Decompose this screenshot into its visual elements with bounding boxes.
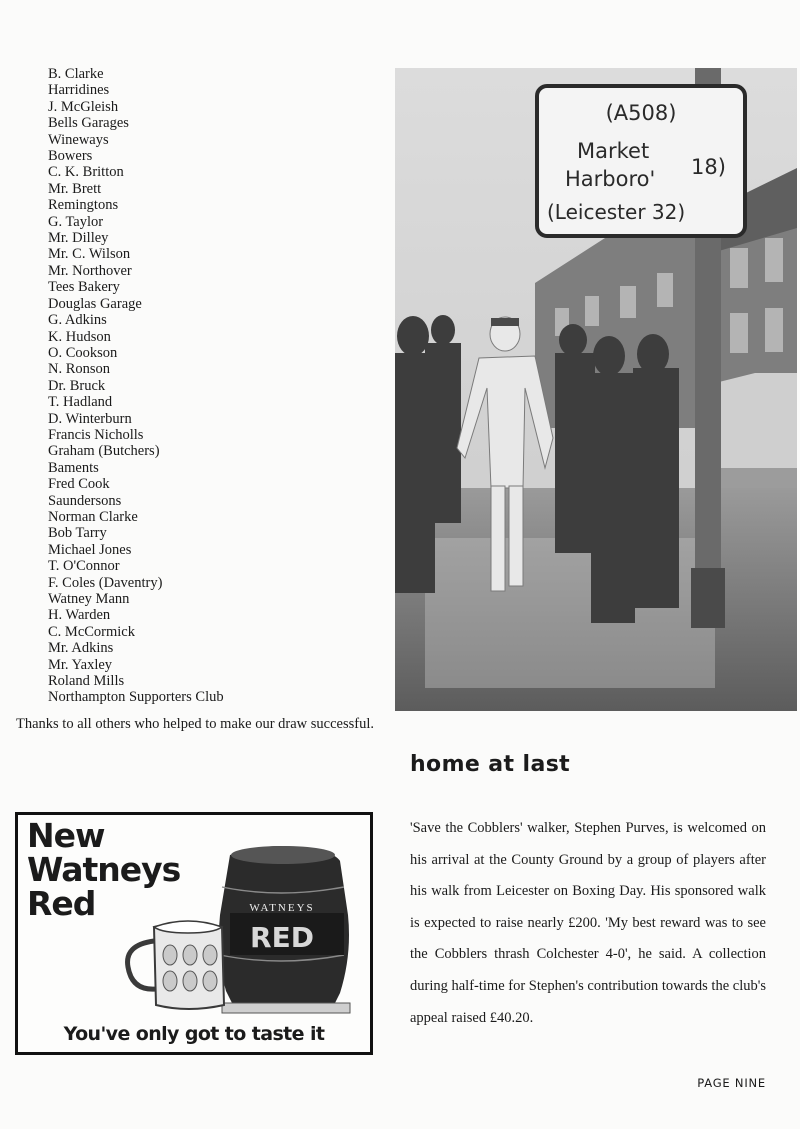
sponsor-item: H. Warden xyxy=(48,607,111,624)
sign-town-3: (Leicester 32) xyxy=(547,200,686,224)
sponsor-item: B. Clarke xyxy=(48,66,104,82)
sponsor-item: T. Hadland xyxy=(48,394,113,411)
sponsor-item: Fred Cook xyxy=(48,476,110,493)
sponsor-item: N. Ronson xyxy=(48,361,111,378)
sponsor-item: F. Coles (Daventry) xyxy=(48,574,163,591)
sponsor-item: Roland Mills xyxy=(48,673,125,690)
sponsor-item: Northampton Supporters Club xyxy=(48,689,224,706)
sponsor-item: Mr. Yaxley xyxy=(48,656,113,673)
sponsor-item: Mr. Adkins xyxy=(48,640,114,657)
sponsor-item: Wineways xyxy=(48,131,109,148)
sponsor-item: Dr. Bruck xyxy=(48,377,106,394)
advert-tagline: You've only got to taste it xyxy=(63,1023,325,1045)
street-photo xyxy=(395,68,797,711)
advert-headline xyxy=(27,816,181,923)
advert-line-new: New xyxy=(27,816,105,855)
article-body: 'Save the Cobblers' walker, Stephen Purves, is welcomed on his arrival at the County Ground by a group of players after his walk from Leicester on Boxing Day. His sponsored walk is expected to raise nearly £200. 'My best reward was to see the Cobblers thrash Colchester 4-0', he said. A collection during half-time for Stephen's contribution towards the club's appeal raised £40.20. xyxy=(410,820,766,1026)
sponsor-item: T. O'Connor xyxy=(48,558,120,575)
sponsor-item: G. Taylor xyxy=(48,213,104,230)
sponsor-item: Michael Jones xyxy=(48,541,132,558)
sponsor-item: Saundersons xyxy=(48,492,122,509)
sponsor-item: Mr. Northover xyxy=(48,262,132,279)
sponsor-item: Bells Garages xyxy=(48,115,129,132)
sponsor-item: O. Cookson xyxy=(48,344,118,361)
sponsor-item: J. McGleish xyxy=(48,98,119,115)
sponsor-item: Francis Nicholls xyxy=(48,426,144,443)
sponsor-item: Mr. C. Wilson xyxy=(48,246,131,263)
sponsor-item: Bowers xyxy=(48,148,93,165)
sponsor-item: G. Adkins xyxy=(48,312,107,329)
sign-route: (A508) xyxy=(605,101,677,125)
sponsor-item: Baments xyxy=(48,459,99,476)
sponsor-item: Harridines xyxy=(48,82,110,99)
sponsor-list xyxy=(48,66,378,706)
sign-town-1: Market xyxy=(577,139,650,163)
sponsor-item: Remingtons xyxy=(48,197,119,214)
sponsor-item: Mr. Brett xyxy=(48,180,102,197)
advert-line-watneys: Watneys xyxy=(27,850,181,889)
sign-town-2: Harboro' xyxy=(565,167,656,191)
sign-distance-1: 18) xyxy=(691,155,726,179)
sponsor-item: Watney Mann xyxy=(48,591,130,607)
thanks-note: Thanks to all others who helped to make our draw successful. xyxy=(16,716,374,732)
page-number: PAGE NINE xyxy=(697,1076,766,1090)
sponsor-item: K. Hudson xyxy=(48,328,111,345)
keg-brand: WATNEYS xyxy=(249,902,315,914)
sponsor-item: Mr. Dilley xyxy=(48,230,109,247)
sponsor-item: Bob Tarry xyxy=(48,525,107,542)
sponsor-item: C. K. Britton xyxy=(48,164,124,181)
sponsor-item: C. McCormick xyxy=(48,623,135,640)
keg-red-label: RED xyxy=(250,921,314,954)
advert-line-red: Red xyxy=(27,884,96,923)
sponsor-item: D. Winterburn xyxy=(48,410,132,427)
sponsor-item: Norman Clarke xyxy=(48,508,138,525)
sponsor-item: Douglas Garage xyxy=(48,295,142,312)
sponsor-item: Graham (Butchers) xyxy=(48,443,160,460)
watneys-advert xyxy=(15,812,373,1055)
sponsor-item: Tees Bakery xyxy=(48,279,120,296)
article-headline: home at last xyxy=(410,752,571,777)
